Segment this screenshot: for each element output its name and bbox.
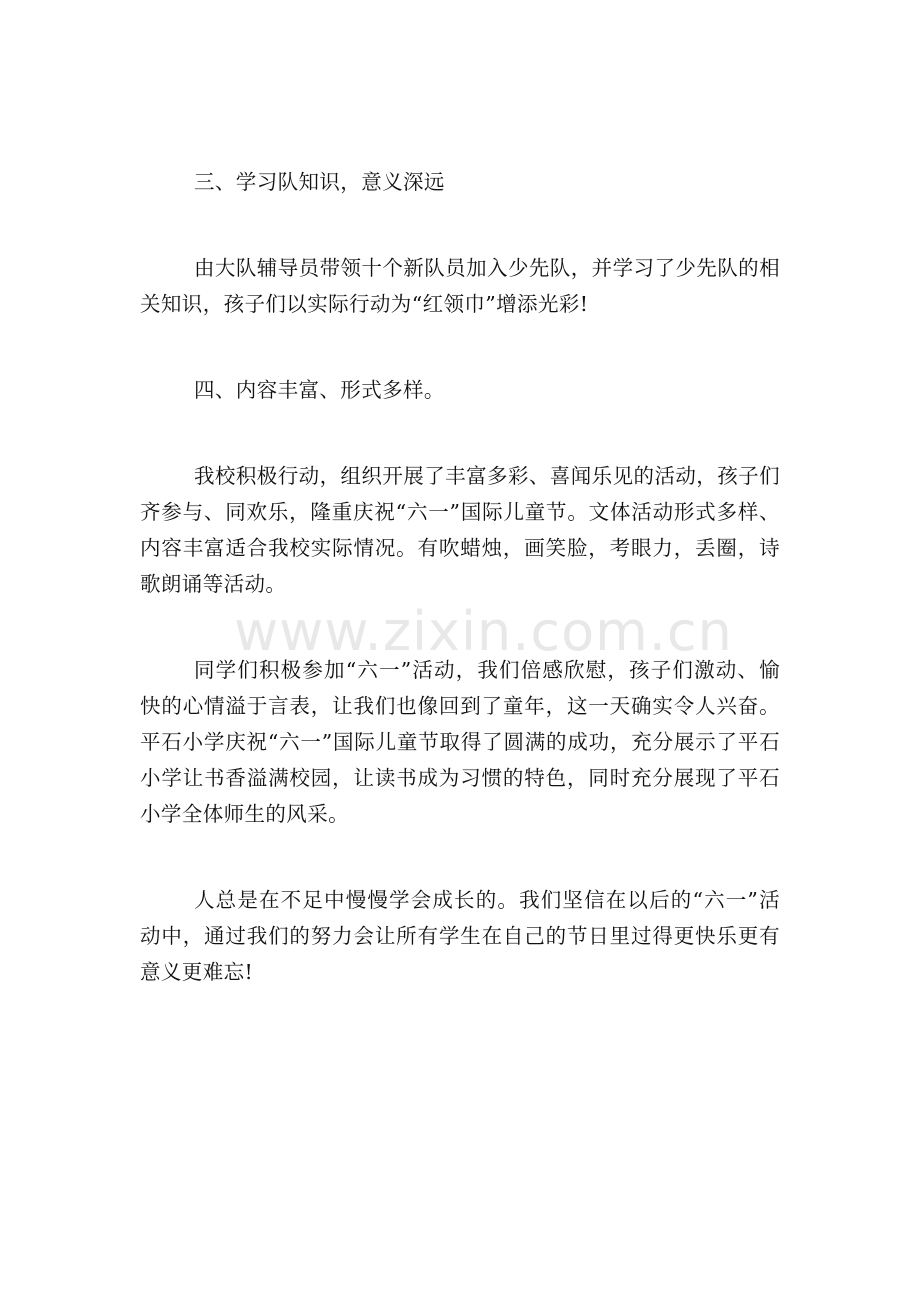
section-heading-four: 四、内容丰富、形式多样。 — [194, 378, 445, 402]
paragraph-conclusion: 人总是在不足中慢慢学会成长的。我们坚信在以后的“六一”活动中，通过我们的努力会让所有学生在自己的节日里过得更快乐更有意义更难忘! — [140, 888, 780, 984]
paragraph-new-members: 由大队辅导员带领十个新队员加入少先队，并学习了少先队的相关知识，孩子们以实际行动为“红领巾”增添光彩! — [140, 256, 780, 316]
paragraph-activities: 我校积极行动，组织开展了丰富多彩、喜闻乐见的活动，孩子们齐参与、同欢乐，隆重庆祝“六一”国际儿童节。文体活动形式多样、内容丰富适合我校实际情况。有吹蜡烛，画笑脸，考眼力，丢圈，诗歌朗诵等活动。 — [140, 464, 780, 596]
watermark-text: www.zixin.com.cn — [234, 600, 733, 663]
section-heading-three: 三、学习队知识，意义深远 — [194, 170, 445, 194]
document-body — [140, 164, 780, 990]
paragraph-participation: 同学们积极参加“六一”活动，我们倍感欣慰，孩子们激动、愉快的心情溢于言表，让我们也像回到了童年，这一天确实令人兴奋。平石小学庆祝“六一”国际儿童节取得了圆满的成功，充分展示了平石小学让书香溢满校园，让读书成为习惯的特色，同时充分展现了平石小学全体师生的风采。 — [140, 658, 780, 826]
